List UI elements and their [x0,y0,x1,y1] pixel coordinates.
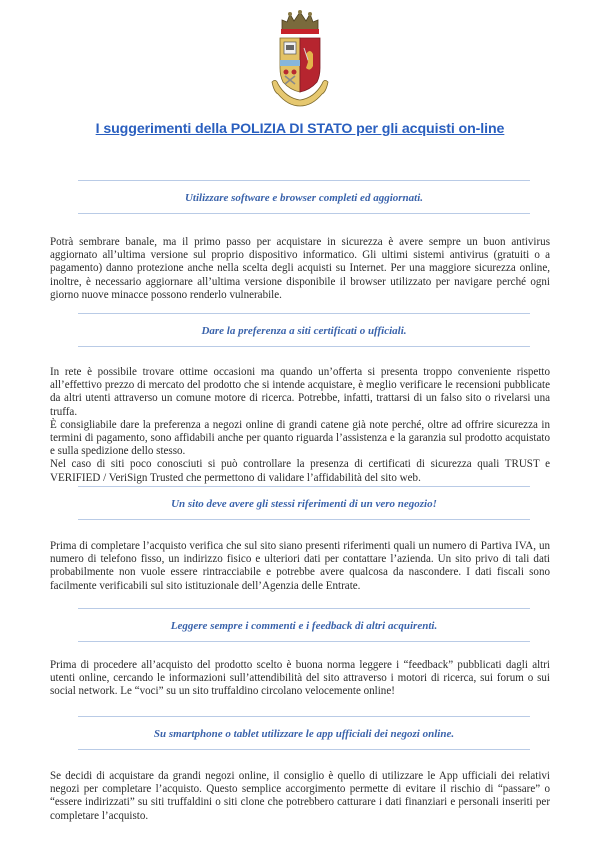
paragraph: Potrà sembrare banale, ma il primo passo per acquistare in sicurezza è avere sempre un buon antivirus aggiornato all’ultima versione sul proprio dispositivo informatico. Gli ultimi sistemi antivirus (gratuiti o a pagamento) danno protezione anche nella scelta degli acquisti su Internet. Per una maggiore sicurezza online, inoltre, è necessario aggiornare all’ultima versione disponibile il browser utilizzato per navigare perché ogni giorno nuove minacce possono renderlo vulnerabile. [50,236,550,301]
section-heading: Su smartphone o tablet utilizzare le app ufficiali dei negozi online. [78,716,530,750]
section-body [50,540,550,593]
paragraph: Se decidi di acquistare da grandi negozi online, il consiglio è quello di utilizzare le App ufficiali dei relativi negozi per completare l’acquisto. Questo semplice accorgimento permette di evitare il rischio di “passare” o “essere indirizzati” su siti truffaldini o siti clone che potrebbero catturare i dati finanziari e personali inseriti per completare l’acquisto. [50,770,550,822]
section-heading: Un sito deve avere gli stessi riferimenti di un vero negozio! [78,486,530,520]
section-heading: Leggere sempre i commenti e i feedback di altri acquirenti. [78,608,530,642]
section-body [50,659,550,699]
section-heading: Dare la preferenza a siti certificati o ufficiali. [78,313,530,347]
paragraph: Nel caso di siti poco conosciuti si può controllare la presenza di certificati di sicurezza quali TRUST e VERIFIED / VeriSign Trusted che permettono di validare l’affidabilità del sito web. [50,458,550,484]
polizia-di-stato-crest-icon [266,8,334,112]
section-heading: Utilizzare software e browser completi ed aggiornati. [78,180,530,214]
paragraph: È consigliabile dare la preferenza a negozi online di grandi catene già note perché, oltre ad offrire sicurezza in termini di pagamento, sono affidabili anche per quanto riguarda l’assistenza e la garanzia sul prodotto acquistato e sulla spedizione dello stesso. [50,418,550,458]
paragraph: Prima di procedere all’acquisto del prodotto scelto è buona norma leggere i “feedback” pubblicati dagli altri utenti online, cercando le informazioni sull’attendibilità del sito attraverso i motori di ricerca, sui forum o sui social network. Le “voci” su un sito truffaldino circolano velocemente online! [50,659,550,698]
paragraph: Prima di completare l’acquisto verifica che sul sito siano presenti riferimenti quali un numero di Partiva IVA, un numero di telefono fisso, un indirizzo fisico e ulteriori dati per contattare l’azienda. Un sito privo di tali dati probabilmente non vuole essere rintracciabile e potrebbe avere qualcosa da nascondere. I dati fiscali sono facilmente verificabili sul sito istituzionale dell’Agenzia delle Entrate. [50,540,550,592]
section-body [50,366,550,485]
page-title: I suggerimenti della POLIZIA DI STATO per gli acquisti on-line [95,121,505,137]
section-body [50,770,550,823]
section-body [50,236,550,302]
paragraph: In rete è possibile trovare ottime occasioni ma quando un’offerta si presenta troppo conveniente rispetto all’effettivo prezzo di mercato del prodotto che si intende acquistare, è meglio verificare le recensioni pubblicate da altri utenti attraverso un comune motore di ricerca. Potrebbe, infatti, trattarsi di un falso sito o rivelarsi una truffa. [50,366,550,418]
